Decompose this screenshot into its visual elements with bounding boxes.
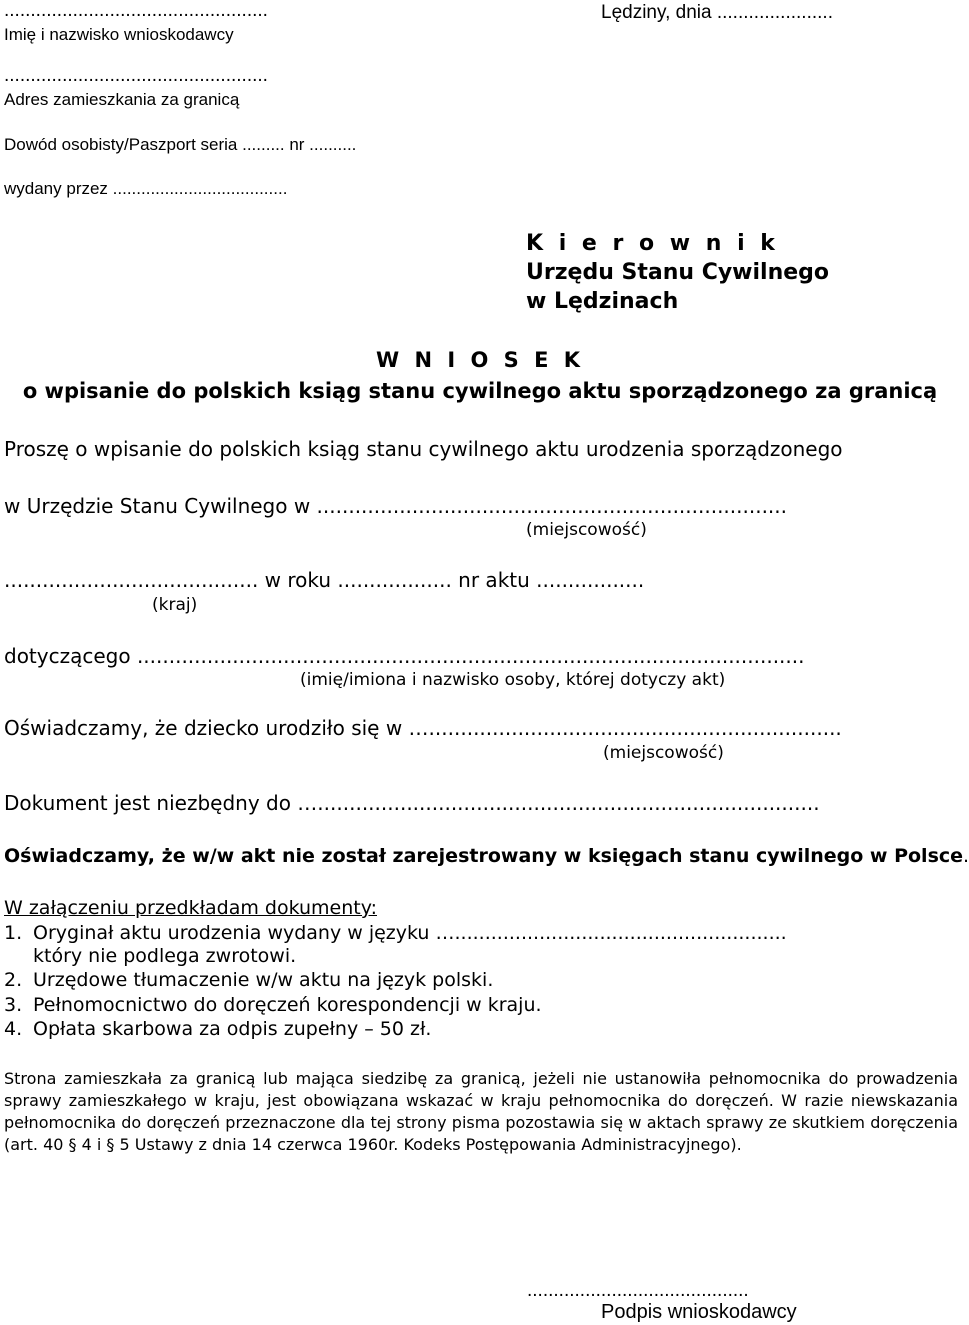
office-line: w Urzędzie Stanu Cywilnego w .......................................................................... [4, 494, 787, 518]
addressee-office: Urzędu Stanu Cywilnego [526, 260, 830, 285]
issued-by-line: wydany przez ..................................... [4, 179, 288, 198]
country-year-line: ........................................ w roku .................. nr aktu ................. [4, 568, 645, 592]
address-label: Adres zamieszkania za granicą [4, 90, 240, 109]
document-subtitle: o wpisanie do polskich ksiąg stanu cywilnego aktu sporządzonego za granicą [22, 379, 938, 403]
applicant-name-label: Imię i nazwisko wnioskodawcy [4, 25, 234, 44]
purpose-line: Dokument jest niezbędny do …............................................................................... [4, 791, 820, 815]
country-hint: (kraj) [152, 595, 198, 615]
attachment-number: 1. [4, 922, 23, 944]
attachment-text: Oryginał aktu urodzenia wydany w języku …....................................................... [33, 922, 787, 944]
declaration-period: . [963, 845, 969, 867]
applicant-name-dots: .................................................. [4, 0, 268, 21]
attachment-text: Pełnomocnictwo do doręczeń korespondencji w kraju. [33, 994, 542, 1016]
addressee-title: K i e r o w n i k [526, 231, 779, 256]
attachment-number: 4. [4, 1018, 23, 1040]
addressee-city: w Lędzinach [526, 289, 679, 314]
attachment-item [4, 995, 542, 1017]
attachment-number: 2. [4, 969, 23, 991]
attachment-item [4, 923, 787, 945]
concerning-hint: (imię/imiona i nazwisko osoby, której dotyczy akt) [300, 670, 726, 690]
attachment-item [4, 970, 493, 992]
attachment-item [4, 946, 296, 968]
legal-note: Strona zamieszkała za granicą lub mająca siedzibę za granicą, jeżeli nie ustanowiła pełnomocnika do prowadzenia sprawy zamieszkałego w kraju, jest obowiązana wskazać w kraju pełnomocnika do doręczeń. W razie niewskazania pełnomocnika do doręczeń przeznaczone dla tej strony pisma pozostawia się w aktach sprawy ze skutkiem doręczenia (art. 40 § 4 i § 5 Ustawy z dnia 14 czerwca 1960r. Kodeks Postępowania Administracyjnego). [4, 1069, 958, 1154]
id-document-line: Dowód osobisty/Paszport seria ......... nr .......... [4, 135, 357, 154]
document-title: W N I O S E K [375, 348, 584, 372]
declaration [4, 846, 969, 868]
declaration-text: Oświadczamy, że w/w akt nie został zarejestrowany w księgach stanu cywilnego w Polsce [4, 845, 964, 867]
place-hint: (miejscowość) [526, 520, 647, 540]
concerning-line: dotyczącego ......................................................................................................... [4, 644, 805, 668]
address-dots: .................................................. [4, 65, 268, 86]
signature-dots: .......................................... [527, 1280, 749, 1301]
attachment-text: Urzędowe tłumaczenie w/w aktu na język polski. [33, 969, 494, 991]
attachments-heading: W załączeniu przedkładam dokumenty: [4, 897, 377, 919]
birth-place-line: Oświadczamy, że dziecko urodziło się w …................................................................. [4, 716, 842, 740]
attachment-number: 3. [4, 994, 23, 1016]
signature-label: Podpis wnioskodawcy [601, 1301, 797, 1323]
attachment-text: który nie podlega zwrotowi. [33, 945, 297, 967]
attachment-text: Opłata skarbowa za odpis zupełny – 50 zł. [33, 1018, 432, 1040]
attachment-item [4, 1019, 431, 1041]
place-date: Lędziny, dnia ...................... [601, 2, 833, 23]
request-line: Proszę o wpisanie do polskich ksiąg stanu cywilnego aktu urodzenia sporządzonego [4, 437, 843, 461]
birth-place-hint: (miejscowość) [603, 743, 724, 763]
